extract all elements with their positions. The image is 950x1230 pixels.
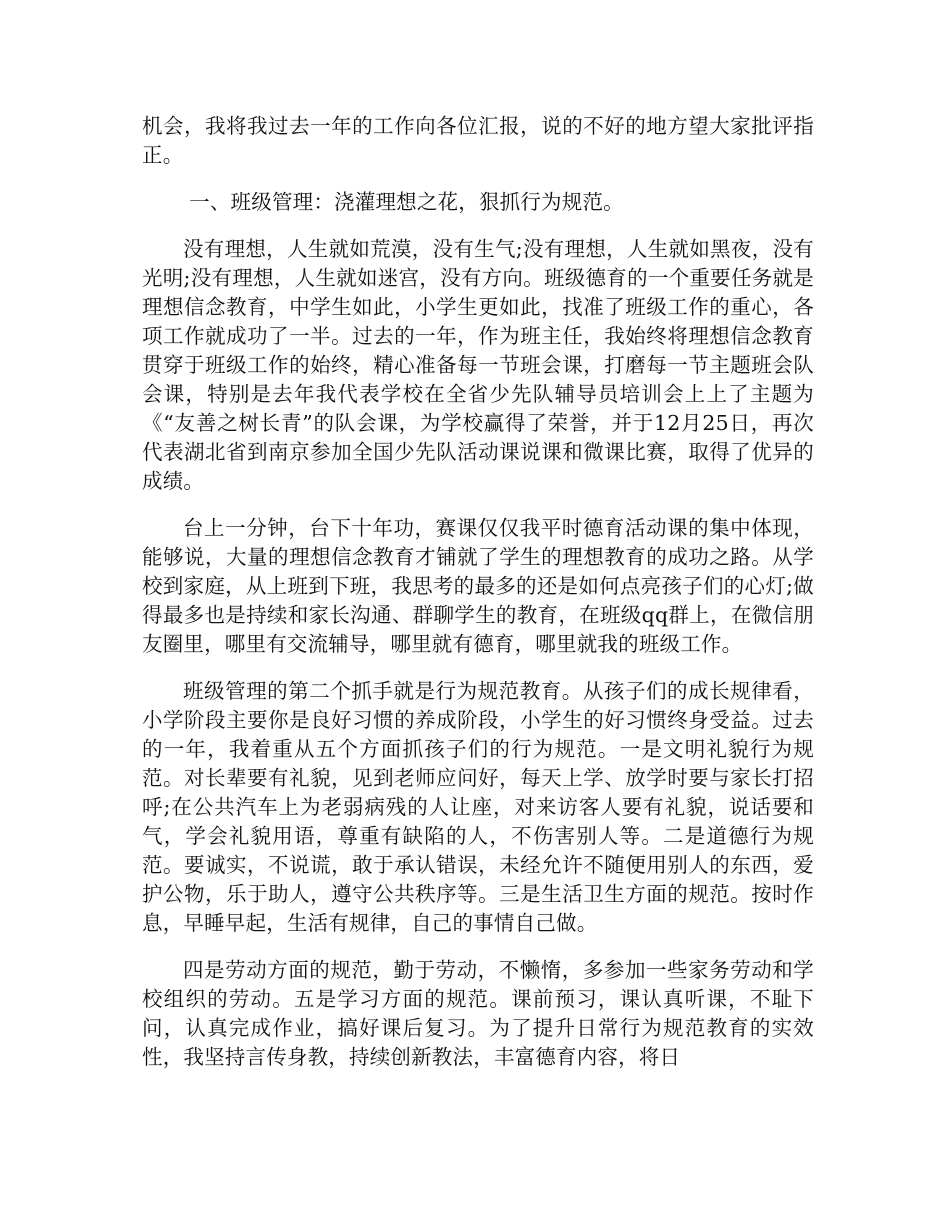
paragraph-practice: 台上一分钟，台下十年功，赛课仅仅我平时德育活动课的集中体现，能够说，大量的理想信念教育才铺就了学生的理想教育的成功之路。从学校到家庭，从上班到下班，我思考的最多的还是如何点亮孩子们的心灯;做得最多也是持续和家长沟通、群聊学生的教育，在班级qq群上，在微信朋友圈里，哪里有交流辅导，哪里就有德育，哪里就我的班级工作。 xyxy=(142,516,814,656)
section-heading-class-management: 一、班级管理：浇灌理想之花，狠抓行为规范。 xyxy=(189,190,624,214)
paragraph-labor-study: 四是劳动方面的规范，勤于劳动，不懒惰，多参加一些家务劳动和学校组织的劳动。五是学习方面的规范。课前预习，课认真听课，不耻下问，认真完成作业，搞好课后复习。为了提升日常行为规范教育的实效性，我坚持言传身教，持续创新教法，丰富德育内容，将日 xyxy=(142,958,814,1069)
document-body xyxy=(142,112,814,1090)
paragraph-opening: 机会，我将我过去一年的工作向各位汇报，说的不好的地方望大家批评指正。 xyxy=(142,114,814,167)
paragraph-behavior-norms: 班级管理的第二个抓手就是行为规范教育。从孩子们的成长规律看，小学阶段主要你是良好习惯的养成阶段，小学生的好习惯终身受益。过去的一年，我着重从五个方面抓孩子们的行为规范。一是文明礼貌行为规范。对长辈要有礼貌，见到老师应问好，每天上学、放学时要与家长打招呼;在公共汽车上为老弱病残的人让座，对来访客人要有礼貌，说话要和气，学会礼貌用语，尊重有缺陷的人，不伤害别人等。二是道德行为规范。要诚实，不说谎，敢于承认错误，未经允许不随便用别人的东西，爱护公物，乐于助人，遵守公共秩序等。三是生活卫生方面的规范。按时作息，早睡早起，生活有规律，自己的事情自己做。 xyxy=(142,679,814,935)
paragraph-ideals: 没有理想，人生就如荒漠，没有生气;没有理想，人生就如黑夜，没有光明;没有理想，人生就如迷宫，没有方向。班级德育的一个重要任务就是理想信念教育，中学生如此，小学生更如此，找准了班级工作的重心，各项工作就成功了一半。过去的一年，作为班主任，我始终将理想信念教育贯穿于班级工作的始终，精心准备每一节班会课，打磨每一节主题班会队会课，特别是去年我代表学校在全省少先队辅导员培训会上上了主题为《“友善之树长青”的队会课，为学校赢得了荣誉，并于12月25日，再次代表湖北省到南京参加全国少先队活动课说课和微课比赛，取得了优异的成绩。 xyxy=(142,237,814,493)
